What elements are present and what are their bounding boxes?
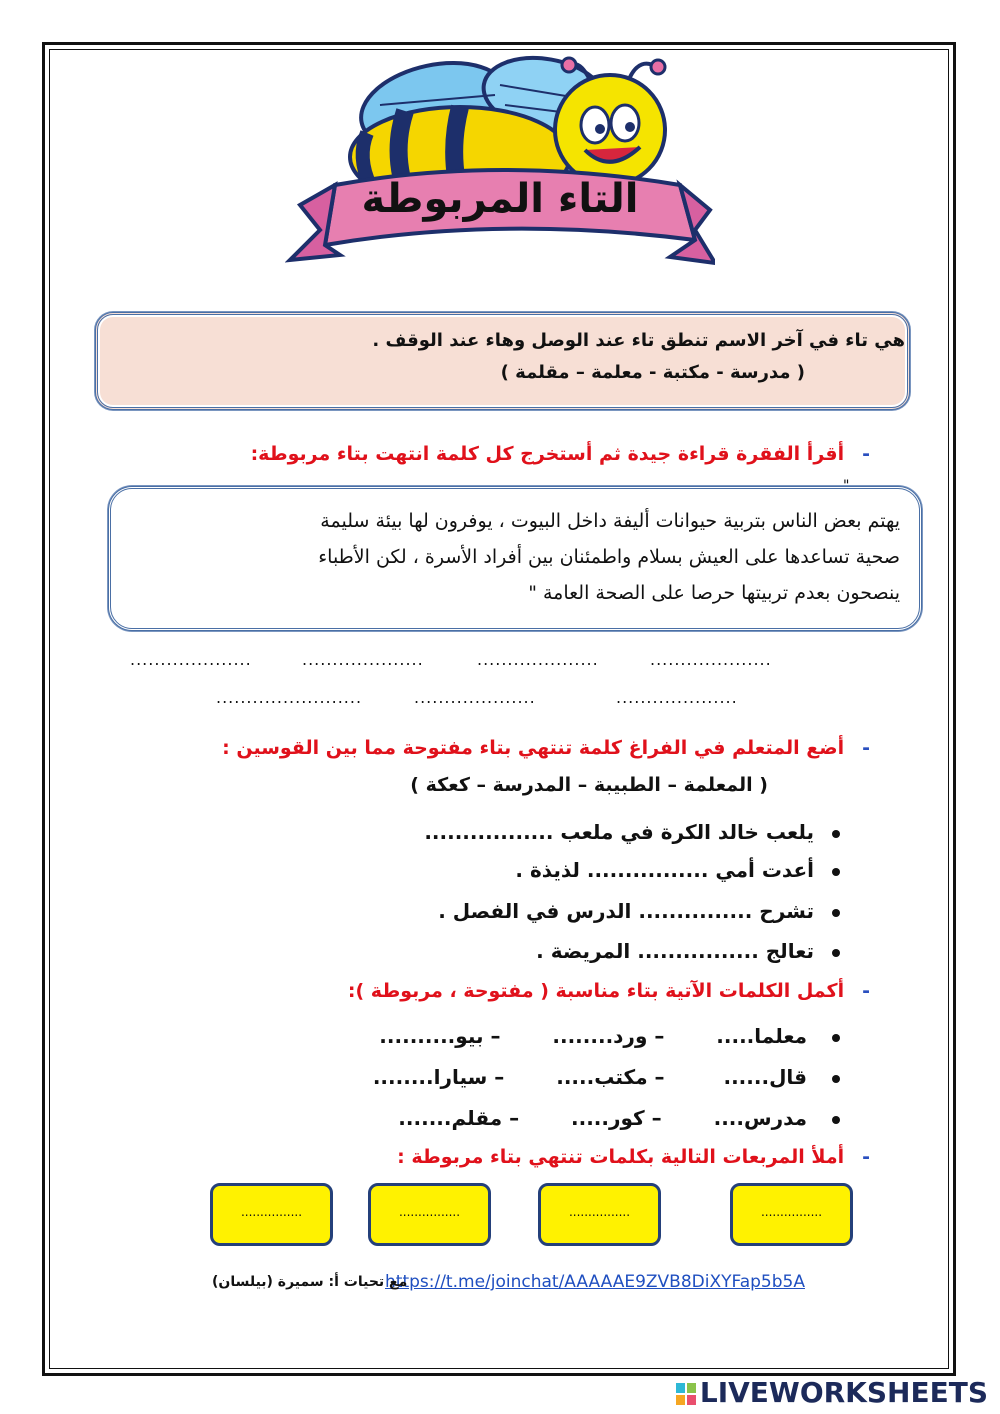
answer-box-4[interactable]: ................ [210, 1183, 333, 1246]
task3-word[interactable]: – ورد........ [552, 1024, 665, 1048]
answer-box-3[interactable]: ................ [368, 1183, 491, 1246]
bullet-icon [832, 909, 840, 917]
task2-sentence-2: أعدت أمي ................ لذيذة . [515, 858, 840, 882]
task3-word[interactable]: – مكتب..... [556, 1065, 665, 1089]
bullet-icon [832, 1116, 840, 1124]
bullet-icon [832, 830, 840, 838]
task3-row-3 [398, 1106, 840, 1130]
task4-dash: - [862, 1146, 870, 1168]
task3-instruction: -أكمل الكلمات الآتية بتاء مناسبة ( مفتوحة ، مربوطة ): [347, 980, 870, 1002]
answer-box-1[interactable]: ................ [730, 1183, 853, 1246]
task3-word[interactable]: قال...... [723, 1065, 808, 1089]
answer-blank-5[interactable]: .................... [616, 688, 738, 707]
paragraph-line-1: يهتم بعض الناس بتربية حيوانات أليفة داخل البيوت ، يوفرون لها بيئة سليمة [320, 510, 900, 532]
bullet-icon [832, 949, 840, 957]
paragraph-line-2: صحية تساعدها على العيش بسلام واطمئنان بين أفراد الأسرة ، لكن الأطباء [318, 546, 900, 568]
bullet-icon [832, 868, 840, 876]
task2-choices: ( المعلمة – الطبيبة – المدرسة – كعكة ) [410, 774, 768, 796]
task2-dash: - [862, 737, 870, 759]
task3-word[interactable]: معلما..... [716, 1024, 808, 1048]
task3-word[interactable]: مدرس.... [713, 1106, 808, 1130]
task3-word[interactable]: – مقلم....... [398, 1106, 520, 1130]
answer-blank-2[interactable]: .................... [477, 650, 599, 669]
answer-blank-7[interactable]: ........................ [216, 688, 363, 707]
bullet-icon [832, 1075, 840, 1083]
task2-sentence-4: تعالج ................ المريضة . [536, 939, 840, 963]
task3-row-1 [379, 1024, 840, 1048]
telegram-link[interactable]: https://t.me/joinchat/AAAAAE9ZVB8DiXYFap5b5A [385, 1272, 805, 1292]
bullet-icon [832, 1034, 840, 1042]
definition-examples: ( مدرسة - مكتبة - معلمة – مقلمة ) [500, 362, 805, 383]
task2-sentence-3: تشرح ............... الدرس في الفصل . [438, 899, 840, 923]
definition-text: هي تاء في آخر الاسم تنطق تاء عند الوصل وهاء عند الوقف . [372, 330, 905, 351]
task3-word[interactable]: – سيارا........ [372, 1065, 505, 1089]
task3-row-2 [373, 1065, 840, 1089]
task3-word[interactable]: – بيو.......... [379, 1024, 501, 1048]
task1-dash: - [862, 443, 870, 465]
answer-blank-4[interactable]: .................... [130, 650, 252, 669]
task2-sentence-1: يلعب خالد الكرة في ملعب ................. [424, 820, 840, 844]
task3-word[interactable]: – كور..... [571, 1106, 662, 1130]
liveworksheets-icon [676, 1383, 696, 1405]
task4-instruction: -أملأ المربعات التالية بكلمات تنتهي بتاء مربوطة : [397, 1146, 870, 1168]
worksheet-title: التاء المربوطة [361, 176, 639, 222]
liveworksheets-logo[interactable]: LIVEWORKSHEETS [676, 1376, 988, 1409]
paragraph-line-3: ينصحون بعدم تربيتها حرصا على الصحة العامة " [528, 582, 900, 604]
author-credit: مع تحيات أ: سميرة (بيلسان) [212, 1274, 408, 1290]
answer-blank-3[interactable]: .................... [302, 650, 424, 669]
answer-blank-6[interactable]: .................... [414, 688, 536, 707]
answer-blank-1[interactable]: .................... [650, 650, 772, 669]
definition-box [95, 312, 910, 410]
task3-dash: - [862, 980, 870, 1002]
bee-banner-illustration [285, 45, 715, 280]
answer-box-2[interactable]: ................ [538, 1183, 661, 1246]
task1-instruction: -أقرأ الفقرة قراءة جيدة ثم أستخرج كل كلمة انتهت بتاء مربوطة: [250, 443, 870, 465]
task2-instruction: -أضع المتعلم في الفراغ كلمة تنتهي بتاء مفتوحة مما بين القوسين : [222, 737, 870, 759]
